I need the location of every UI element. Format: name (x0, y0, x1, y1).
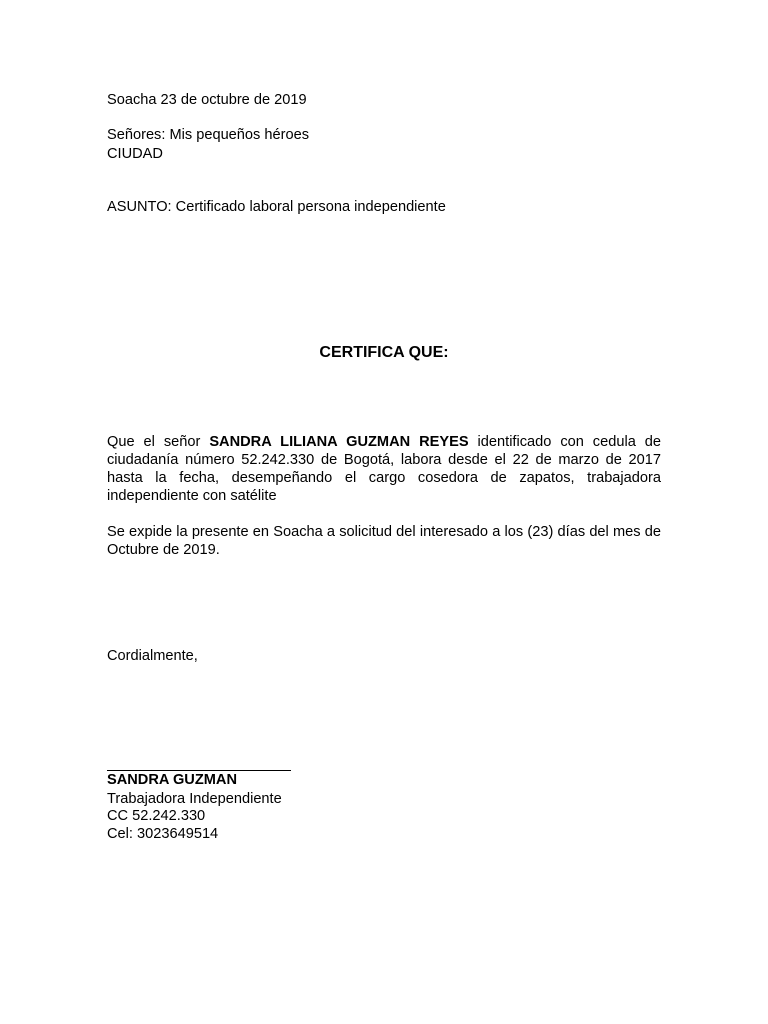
city-line: CIUDAD (107, 146, 163, 162)
certification-paragraph (107, 433, 661, 505)
signer-name: SANDRA GUZMAN (107, 772, 237, 788)
closing-line: Cordialmente, (107, 648, 198, 664)
paragraph-rest: identificado con cedula de ciudadanía número 52.242.330 de Bogotá, labora desde el 22 de marzo de 2017 hasta la fecha, desempeñando el cargo cosedora de zapatos, trabajadora independiente con satélite (107, 434, 661, 504)
signer-role: Trabajadora Independiente (107, 791, 282, 807)
date-line: Soacha 23 de octubre de 2019 (107, 92, 307, 108)
signature-line (107, 770, 291, 771)
signer-id: CC 52.242.330 (107, 808, 206, 824)
subject-line: ASUNTO: Certificado laboral persona independiente (107, 199, 446, 215)
employee-name: SANDRA LILIANA GUZMAN REYES (209, 434, 469, 450)
certificate-heading: CERTIFICA QUE: (319, 344, 449, 361)
paragraph-intro: Que el señor (107, 434, 210, 450)
issuance-paragraph: Se expide la presente en Soacha a solicitud del interesado a los (23) días del mes de Octubre de 2019. (107, 524, 661, 558)
signer-phone: Cel: 3023649514 (107, 826, 219, 842)
recipient-line: Señores: Mis pequeños héroes (107, 127, 310, 143)
